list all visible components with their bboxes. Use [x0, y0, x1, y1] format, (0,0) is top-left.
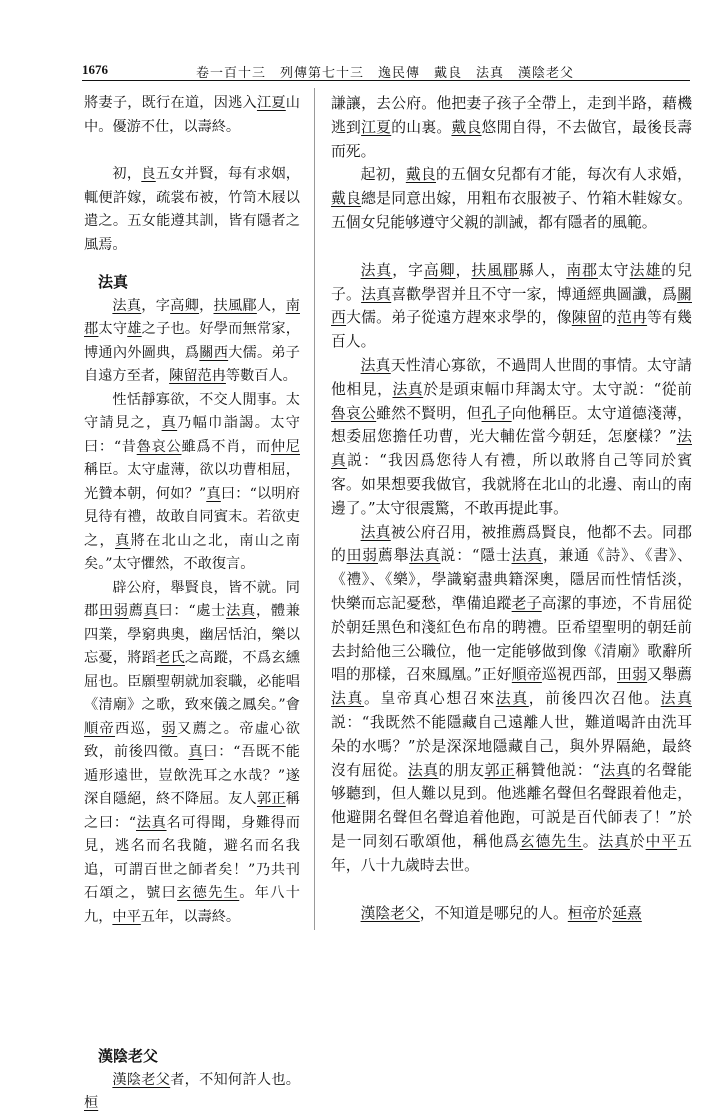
place-name: 扶風郿	[471, 261, 519, 279]
person-name: 真	[143, 603, 159, 619]
text: 説：“隱士	[440, 547, 512, 565]
person-name: 法真	[511, 547, 543, 565]
person-name: 順帝	[84, 720, 116, 737]
text: 於是頭束幅巾拜謁太守。太守説：“從前	[423, 380, 692, 398]
text: ，前後四次召他。	[528, 690, 661, 708]
text: 性恬靜寡欲，不交人閒事。太守請見之，	[84, 391, 300, 431]
text: 五年，八十九歲時去世。	[331, 832, 692, 874]
text: 等數百人。	[225, 368, 297, 384]
text: 。	[582, 832, 599, 850]
text: 五年，以壽終。	[140, 908, 241, 925]
text: 名可得聞，身難得而見，逃名而名我隨，避名而名我追，可謂百世之師者矣！”乃共刊石頌之，號曰	[84, 814, 300, 901]
text: 西巡，	[115, 720, 162, 737]
text: 天性清心寡欲，不過問人世間的事情。太守請他相見，	[331, 356, 692, 398]
text: ，字	[141, 297, 171, 314]
translation-column	[331, 92, 692, 925]
text: 的五個女兒都有才能，每次有人求婚，	[435, 166, 692, 184]
person-name: 郭正	[256, 791, 286, 807]
text: 的山裏。	[391, 118, 452, 136]
text: 曰：“吾既不能遁形遠世，豈飲洗耳之水哉？”遂深自隱絕，終不降屈。友人	[84, 744, 300, 807]
text: 高潔的事迹，不肯屈從於朝廷黑色和淺紅色布帛的聘禮。臣希望聖明的朝廷前去封給他三公職位，他一定能够做到像《清廟》歌辭所唱的那樣，召來鳳凰。”正好	[331, 594, 692, 684]
text: 曰：“處士	[158, 603, 227, 619]
text: 。皇帝真心想召來	[363, 690, 496, 708]
text: 起初，	[360, 166, 406, 184]
person-name: 法真	[112, 297, 142, 314]
person-name: 漢陰老父	[360, 904, 420, 922]
paragraph	[84, 163, 300, 257]
text: ，	[455, 261, 472, 279]
person-name: 高卿	[170, 297, 200, 314]
text: 的朋友	[438, 761, 485, 779]
era-name: 中平	[112, 908, 141, 925]
paragraph	[331, 163, 692, 234]
text: 稱臣。太守虛薄，欲以功曹相屈，光贊本朝，何如？”	[84, 462, 300, 502]
paragraph	[84, 389, 300, 577]
paragraph	[331, 259, 692, 354]
era-name: 延熹	[612, 904, 642, 922]
paragraph	[84, 577, 300, 930]
person-name: 法真	[495, 690, 529, 708]
text: 太守	[98, 321, 128, 337]
text: ，	[199, 297, 214, 314]
person-name: 范冉	[197, 368, 226, 384]
text: 將妻子，既行在道，因逃入	[84, 95, 257, 111]
paragraph	[331, 521, 692, 878]
era-name: 中平	[645, 832, 678, 850]
text: 雖爲不肖，而	[181, 438, 271, 455]
person-name: 法真	[226, 603, 256, 619]
text: 之子也。好學而無常家，博通內外圖典，爲	[84, 321, 300, 361]
person-name: 田弱	[98, 603, 129, 619]
person-name: 老子	[511, 594, 542, 612]
text: 稱之曰：“	[84, 791, 300, 831]
text: ，字	[392, 261, 424, 279]
place-name: 陳留	[169, 368, 198, 384]
column-divider	[314, 88, 315, 930]
text: 乃幅巾詣謁。太守曰：“昔	[84, 415, 300, 455]
text: 將在北山之北，南山之南矣。”太守懼然，不敢復言。	[84, 532, 300, 572]
text: 薦	[128, 603, 144, 619]
original-text-column	[84, 92, 300, 1116]
place-name: 江夏	[361, 118, 392, 136]
place-name: 關西	[199, 344, 229, 361]
person-name: 法真	[598, 832, 630, 850]
text: 之高蹤，不爲玄纁屈也。臣願聖朝就加衮職，必能唱《清廟》之歌，致來儀之鳳矣。”會	[84, 650, 300, 713]
place-name: 南郡	[84, 297, 300, 337]
person-name: 高卿	[423, 261, 456, 279]
person-name: 法真	[331, 428, 692, 470]
text: 於	[597, 904, 613, 922]
person-name: 良	[141, 166, 156, 182]
person-name: 真	[161, 415, 178, 431]
paragraph	[84, 92, 300, 139]
person-name: 漢陰老父	[112, 1071, 171, 1088]
place-name: 江夏	[256, 95, 286, 111]
place-name: 南郡	[566, 261, 598, 279]
text: 太守	[597, 261, 630, 279]
person-name: 桓	[84, 1095, 99, 1111]
text: 初，	[112, 166, 142, 182]
person-name: 法真	[135, 814, 167, 831]
text: 者，不知何許人也。	[170, 1071, 300, 1088]
paragraph	[331, 902, 692, 926]
person-name: 戴良	[451, 118, 482, 136]
page-header	[0, 0, 716, 82]
text: 於	[629, 832, 646, 850]
text: 謙讓，去公府。他把妻子孩子全帶上，走到半路，藉機逃到	[331, 95, 692, 136]
person-name: 魯哀公	[136, 438, 182, 455]
person-name: 仲尼	[270, 438, 300, 455]
text: 又薦之。帝虛心欲致，前後四徵。	[84, 720, 300, 760]
person-name: 法真	[360, 356, 391, 374]
paragraph	[84, 1069, 300, 1116]
paragraph	[331, 92, 692, 163]
person-name: 法真	[360, 523, 391, 541]
text: 的名聲能够聽到，但人難以見到。他逃離名聲但名聲跟着他走，他避開名聲但名聲追着他跑，可説是百代師表了！”於是一同刻石歌頌他，稱他爲	[331, 761, 692, 850]
text: 大儒。弟子自遠方至者，	[84, 344, 300, 384]
person-name: 孔子	[481, 404, 512, 422]
text: 悠閒自得，不去做官，最後長壽而死。	[331, 118, 692, 160]
person-name: 法真	[361, 285, 392, 303]
person-name: 法真	[409, 547, 441, 565]
person-name: 法真	[660, 690, 692, 708]
person-name: 順帝	[511, 666, 542, 684]
place-name: 關西	[331, 285, 692, 327]
text: 縣人，	[518, 261, 567, 279]
page-number: 1676	[82, 62, 108, 77]
paragraph	[84, 295, 300, 389]
text: 向他稱臣。太守道德淺薄，想委屈您擔任功曹，光大輔佐當今朝廷，怎麼樣？”	[331, 404, 692, 446]
running-head: 卷一百十三 列傳第七十三 逸民傳 戴良 法真 漢陰老父	[196, 66, 575, 81]
text: 雖然不賢明，但	[376, 404, 482, 422]
person-name: 戴良	[405, 166, 436, 184]
person-name: 法雄	[629, 261, 662, 279]
person-name: 田弱	[346, 547, 378, 565]
person-name: 法真	[599, 761, 632, 779]
text: 被公府召用，被推薦爲賢良，他都不去。同郡的	[331, 523, 692, 565]
text: 薦舉	[377, 547, 410, 565]
person-name: 郭正	[484, 761, 516, 779]
section-heading: 漢陰老父	[98, 1047, 159, 1065]
text: 五女并賢，每有求姻，輒便許嫁，疏裳布被，竹笥木屐以遣之。五女能遵其訓，皆有隱者之風焉。	[84, 166, 300, 253]
text: 的	[601, 309, 617, 327]
text: 説：“我既然不能隱藏自己遠離人世，難道喝許由洗耳朵的水嗎？”於是深深地隱藏自己，與外界隔絶，最終沒有屈從。	[331, 713, 692, 779]
person-name: 老氏	[156, 650, 185, 666]
person-name: 戴良	[331, 190, 362, 208]
person-name: 雄	[127, 321, 142, 337]
text: 大儒。弟子從遠方趕來求學的，像	[346, 309, 572, 327]
place-name: 扶風郿	[213, 297, 257, 314]
person-name: 桓帝	[567, 904, 598, 922]
section-heading: 法真	[98, 273, 129, 291]
place-name: 陳留	[571, 309, 602, 327]
text: 稱贊他説：“	[515, 761, 600, 779]
person-name: 真	[206, 485, 221, 502]
text: 曰：“以明府見待有禮，故敢自同賓末。若欲吏之，	[84, 485, 300, 549]
person-name: 田弱	[617, 666, 648, 684]
person-name: 法真	[392, 380, 424, 398]
text: 總是同意出嫁，用粗布衣服被子、竹箱木鞋嫁女。五個女兒能够遵守父親的訓誡，都有隱者的風範。	[331, 190, 692, 231]
person-name: 玄德先生	[519, 832, 583, 850]
text: ，兼通《詩》、《書》、《禮》、《樂》，學識窮盡典籍深奧，隱居而性情恬淡，快樂而忘記憂愁，準備追蹤	[331, 547, 692, 612]
person-name: 魯哀公	[331, 404, 377, 422]
person-name: 真	[188, 744, 204, 760]
person-name: 真	[115, 532, 131, 549]
text: ，不知道是哪兒的人。	[419, 904, 568, 922]
header-rule	[82, 80, 690, 81]
person-name: 范冉	[616, 309, 648, 327]
person-name: 玄德先生	[177, 885, 240, 901]
paragraph	[331, 354, 692, 521]
text: 山中。優游不仕，以壽終。	[84, 95, 300, 135]
text: ，體兼四業，學窮典奧，幽居恬泊，樂以忘憂，將蹈	[84, 603, 300, 666]
text: 辟公府，舉賢良，皆不就。同郡	[84, 579, 300, 619]
person-name: 法真	[331, 690, 364, 708]
person-name: 弱	[161, 720, 178, 737]
text: 等有幾百人。	[331, 309, 692, 351]
text: 。年八十九，	[84, 885, 300, 925]
text: 喜歡學習并且不守一家，博通經典圖讖，爲	[391, 285, 678, 303]
person-name: 法真	[360, 261, 393, 279]
text: 的兒子。	[331, 261, 692, 303]
text: 又舉薦	[647, 666, 692, 684]
person-name: 法真	[407, 761, 439, 779]
text: 人，	[256, 297, 286, 314]
text: 説：“我因爲您待人有禮，所以敢將自己等同於賓客。如果想要我做官，我就將在北山的北邊、南山的南邊了。”太守很震驚，不敢再提此事。	[331, 452, 692, 517]
text: 巡視西部，	[541, 666, 618, 684]
